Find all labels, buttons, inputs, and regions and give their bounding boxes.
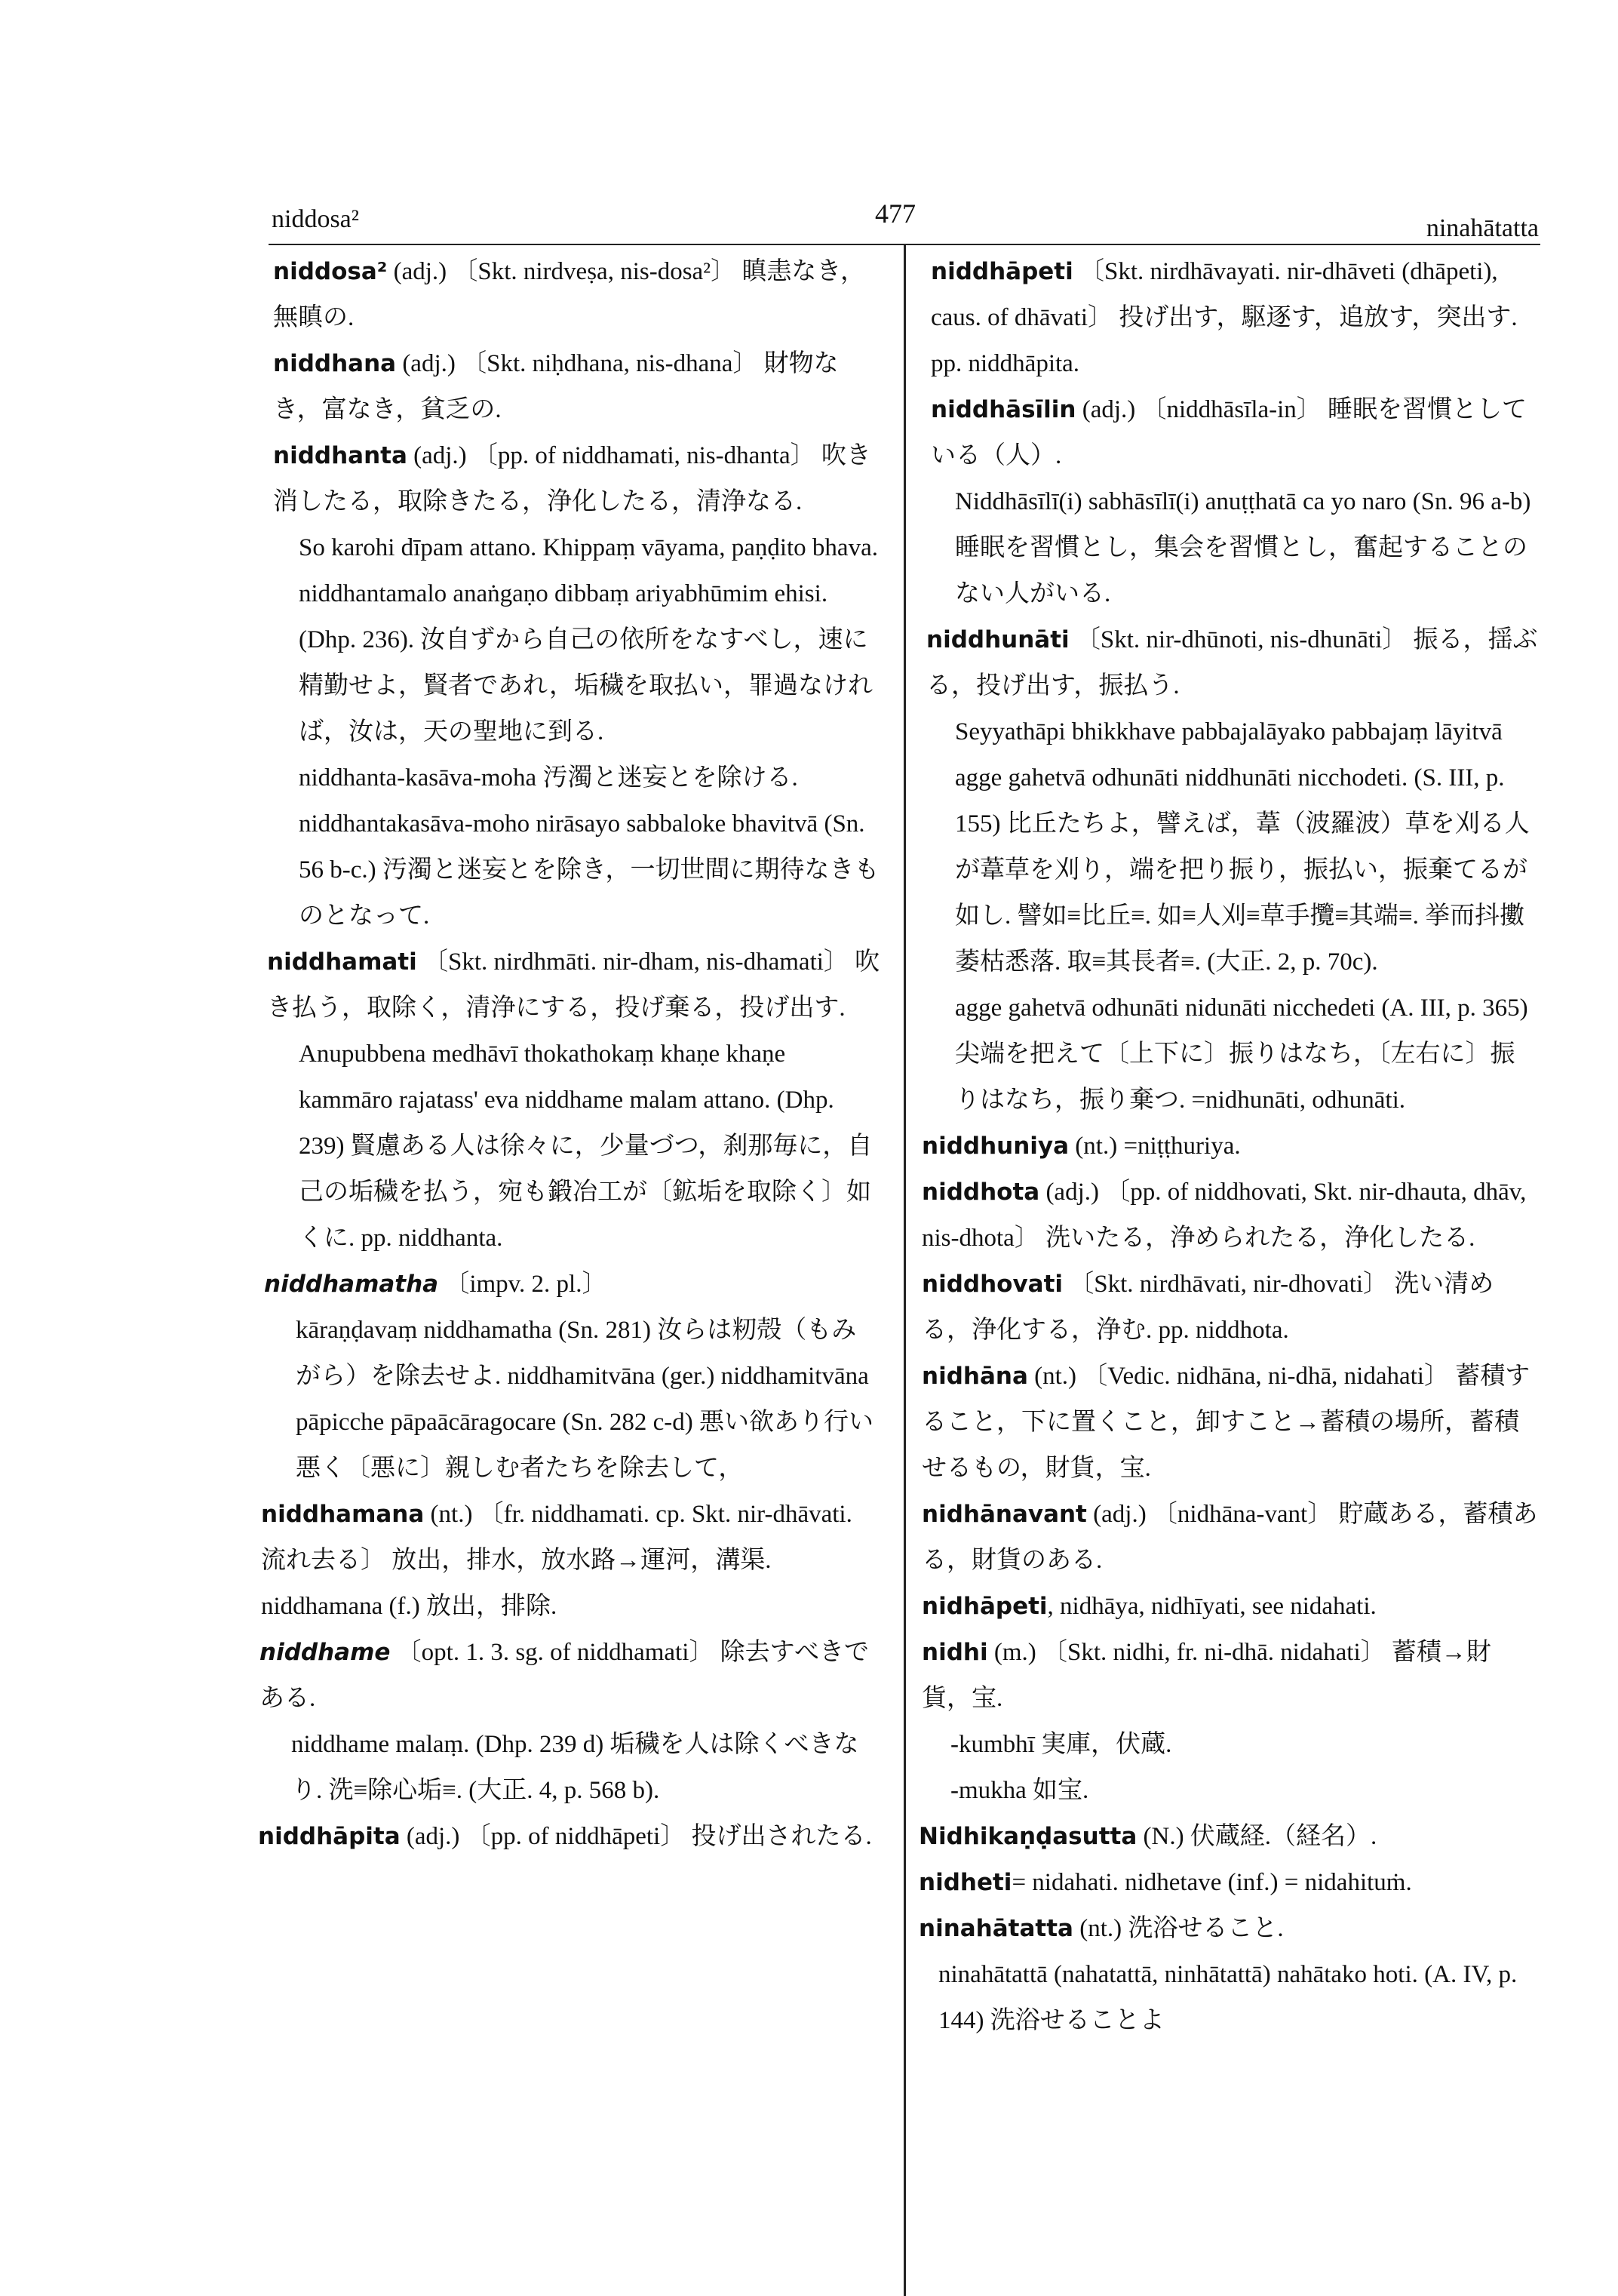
- entry-example: [246, 1308, 881, 1492]
- definition-text: (nt.) 洗浴せること.: [1073, 1915, 1284, 1942]
- dictionary-entry: [246, 433, 881, 525]
- dictionary-entry: [246, 1262, 881, 1308]
- example-text: -mukha 如宝.: [950, 1777, 1089, 1804]
- headword: nidhānavant: [922, 1501, 1087, 1528]
- headword: niddhamana: [261, 1501, 425, 1528]
- definition-text: 〔Skt. nirdhāvati, nir-dhovati〕 洗い清める，浄化する，浄む. pp. niddhota.: [922, 1271, 1494, 1344]
- definition-text: , nidhāya, nidhīyati, see nidahati.: [1047, 1593, 1377, 1620]
- definition-text: (adj.) 〔Skt. nirdveṣa, nis-dosa²〕 瞋恚なき，無瞋の.: [273, 258, 866, 331]
- headword: niddhanta: [273, 442, 407, 469]
- definition-text: (nt.) =niṭṭhuriya.: [1069, 1133, 1241, 1160]
- dictionary-entry: [246, 341, 881, 433]
- dictionary-entry: [913, 1814, 1539, 1860]
- dictionary-entry: [246, 1492, 881, 1630]
- entry-example: [913, 479, 1539, 617]
- dictionary-entry: [913, 249, 1539, 387]
- dictionary-entry: [246, 1814, 881, 1860]
- headword: niddhunāti: [926, 626, 1070, 653]
- left-column: [246, 249, 881, 1860]
- entry-example: [913, 1768, 1539, 1814]
- definition-text: (adj.) 〔pp. of niddhāpeti〕 投げ出されたる.: [400, 1823, 872, 1850]
- headword: niddhāsīlin: [931, 396, 1076, 423]
- headword: niddhamatha: [264, 1271, 439, 1298]
- definition-text: 〔Skt. nirdhmāti. nir-dham, nis-dhamati〕 吹き払う，取除く，清浄にする，投げ棄る，投げ出す.: [267, 948, 880, 1022]
- definition-text: (N.) 伏蔵経.（経名）.: [1137, 1823, 1377, 1850]
- headword: nidhāna: [922, 1363, 1028, 1390]
- example-text: niddhantakasāva-moho nirāsayo sabbaloke bhavitvā (Sn. 56 b-c.) 汚濁と迷妄とを除き，一切世間に期待なきものとなって.: [299, 810, 880, 930]
- entry-example: [246, 1722, 881, 1814]
- headword: niddosa²: [273, 258, 388, 285]
- headword: niddhovati: [922, 1271, 1064, 1298]
- headword: niddhame: [259, 1639, 391, 1666]
- column-divider: [904, 244, 906, 2296]
- example-text: agge gahetvā odhunāti nidunāti nicchedeti (A. III, p. 365) 尖端を把えて〔上下に〕振りはなち，〔左右に〕振りはなち，振り棄つ. =nidhunāti, odhunāti.: [955, 994, 1528, 1114]
- dictionary-entry: [913, 1630, 1539, 1722]
- example-text: Seyyathāpi bhikkhave pabbajalāyako pabbajaṃ lāyitvā agge gahetvā odhunāti niddhunāti nicchodeti. (S. III, p. 155) 比丘たちよ，譬えば，葦（波羅波）草を刈る人が葦草を刈り，端を把り振り，振払い，振棄てるが如し. 譬如≡比丘≡. 如≡人刈≡草手攬≡其端≡. 挙而抖擻萎枯悉落. 取≡其長者≡. (大正. 2, p. 70c).: [955, 718, 1530, 976]
- headword: nidheti: [919, 1869, 1012, 1896]
- dictionary-entry: [913, 1860, 1539, 1906]
- entry-example: [913, 985, 1539, 1123]
- headword: Nidhikaṇḍasutta: [919, 1823, 1138, 1850]
- example-text: niddhame malaṃ. (Dhp. 239 d) 垢穢を人は除くべきなり. 洗≡除心垢≡. (大正. 4, p. 568 b).: [291, 1731, 859, 1804]
- example-text: Niddhāsīlī(i) sabhāsīlī(i) anuṭṭhatā ca yo naro (Sn. 96 a-b) 睡眠を習慣とし，集会を習慣とし，奮起することのない人がいる.: [955, 488, 1531, 607]
- entry-example: [913, 1952, 1539, 2044]
- entry-example: [246, 1031, 881, 1262]
- definition-text: 〔opt. 1. 3. sg. of niddhamati〕 除去すべきである.: [259, 1639, 869, 1712]
- example-text: kāraṇḍavaṃ niddhamatha (Sn. 281) 汝らは籾殻（もみがら）を除去せよ. niddhamitvāna (ger.) niddhamitvāna pāpicche pāpaācāragocare (Sn. 282 c-d) 悪い欲あり行い悪く〔悪に〕親しむ者たちを除去して，: [296, 1317, 874, 1482]
- definition-text: 〔Skt. nirdhāvayati. nir-dhāveti (dhāpeti), caus. of dhāvati〕 投げ出す，駆逐す，追放す，突出す. pp. niddhāpita.: [931, 258, 1518, 377]
- entry-example: [246, 801, 881, 939]
- headword: nidhāpeti: [922, 1593, 1048, 1620]
- definition-text: (nt.) 〔fr. niddhamati. cp. Skt. nir-dhāvati. 流れ去る〕 放出，排水，放水路→運河，溝渠. niddhamana (f.) 放出，排除.: [261, 1501, 852, 1620]
- headword: ninahātatta: [919, 1915, 1073, 1942]
- headword: niddhāpita: [258, 1823, 401, 1850]
- dictionary-entry: [913, 387, 1539, 479]
- definition-text: = nidahati. nidhetave (inf.) = nidahituṁ.: [1012, 1869, 1412, 1896]
- dictionary-entry: [913, 1262, 1539, 1354]
- definition-text: (adj.) 〔Skt. niḥdhana, nis-dhana〕 財物なき，富なき，貧乏の.: [273, 350, 839, 423]
- example-text: -kumbhī 実庫，伏蔵.: [950, 1731, 1172, 1758]
- example-text: Anupubbena medhāvī thokathokaṃ khaṇe khaṇe kammāro rajatass' eva niddhame malam attano. (Dhp. 239) 賢慮ある人は徐々に，少量づつ，刹那毎に，自己の垢穢を払う，宛も鍛冶工が〔鉱垢を取除く〕如くに. pp. niddhanta.: [299, 1040, 873, 1252]
- right-column: [913, 249, 1539, 2044]
- definition-text: 〔impv. 2. pl.〕: [438, 1271, 607, 1298]
- headword: nidhi: [922, 1639, 988, 1666]
- dictionary-entry: [913, 1354, 1539, 1492]
- entry-example: [246, 755, 881, 801]
- dictionary-entry: [913, 1584, 1539, 1630]
- headword: niddhana: [273, 350, 397, 377]
- dictionary-entry: [246, 939, 881, 1031]
- entry-example: [913, 709, 1539, 985]
- headword: niddhamati: [267, 948, 417, 976]
- definition-text: (adj.) 〔pp. of niddhovati, Skt. nir-dhauta, dhāv, nis-dhota〕 洗いたる，浄められたる，浄化したる.: [922, 1179, 1527, 1252]
- page-header: [272, 198, 1539, 243]
- definition-text: (m.) 〔Skt. nidhi, fr. ni-dhā. nidahati〕 蓄積→財貨，宝.: [922, 1639, 1491, 1712]
- example-text: So karohi dīpam attano. Khippaṃ vāyama, paṇḍito bhava. niddhantamalo anaṅgaṇo dibbaṃ ariyabhūmim ehisi. (Dhp. 236). 汝自ずから自己の依所をなすべし，速に精勤せよ，賢者であれ，垢穢を取払い，罪過なければ，汝は，天の聖地に到る.: [299, 534, 878, 745]
- running-head-left: niddosa²: [272, 205, 359, 233]
- example-text: ninahātattā (nahatattā, ninhātattā) nahātako hoti. (A. IV, p. 144) 洗浴せることよ: [938, 1961, 1518, 2034]
- running-head-right: ninahātatta: [1426, 214, 1539, 242]
- dictionary-entry: [913, 1492, 1539, 1584]
- example-text: niddhanta-kasāva-moha 汚濁と迷妄とを除ける.: [299, 764, 798, 791]
- definition-text: (nt.) 〔Vedic. nidhāna, ni-dhā, nidahati〕 蓄積すること，下に置くこと，卸すこと→蓄積の場所，蓄積せるもの，財貨，宝.: [922, 1363, 1530, 1482]
- headword: niddhāpeti: [931, 258, 1073, 285]
- entry-example: [913, 1722, 1539, 1768]
- headword: niddhota: [922, 1179, 1040, 1206]
- dictionary-entry: [913, 1123, 1539, 1170]
- dictionary-entry: [246, 1630, 881, 1722]
- entry-example: [246, 525, 881, 755]
- dictionary-entry: [913, 1906, 1539, 1952]
- dictionary-entry: [913, 617, 1539, 709]
- dictionary-entry: [913, 1170, 1539, 1262]
- dictionary-entry: [246, 249, 881, 341]
- page-number: 477: [875, 198, 916, 229]
- definition-text: (adj.) 〔niddhāsīla-in〕 睡眠を習慣としている（人）.: [931, 396, 1527, 469]
- definition-text: (adj.) 〔pp. of niddhamati, nis-dhanta〕 吹き消したる，取除きたる，浄化したる，清浄なる.: [273, 442, 871, 515]
- definition-text: (adj.) 〔nidhāna-vant〕 貯蔵ある，蓄積ある，財貨のある.: [922, 1501, 1538, 1574]
- headword: niddhuniya: [922, 1133, 1070, 1160]
- definition-text: 〔Skt. nir-dhūnoti, nis-dhunāti〕 振る，揺ぶる，投げ出す，振払う.: [926, 626, 1538, 699]
